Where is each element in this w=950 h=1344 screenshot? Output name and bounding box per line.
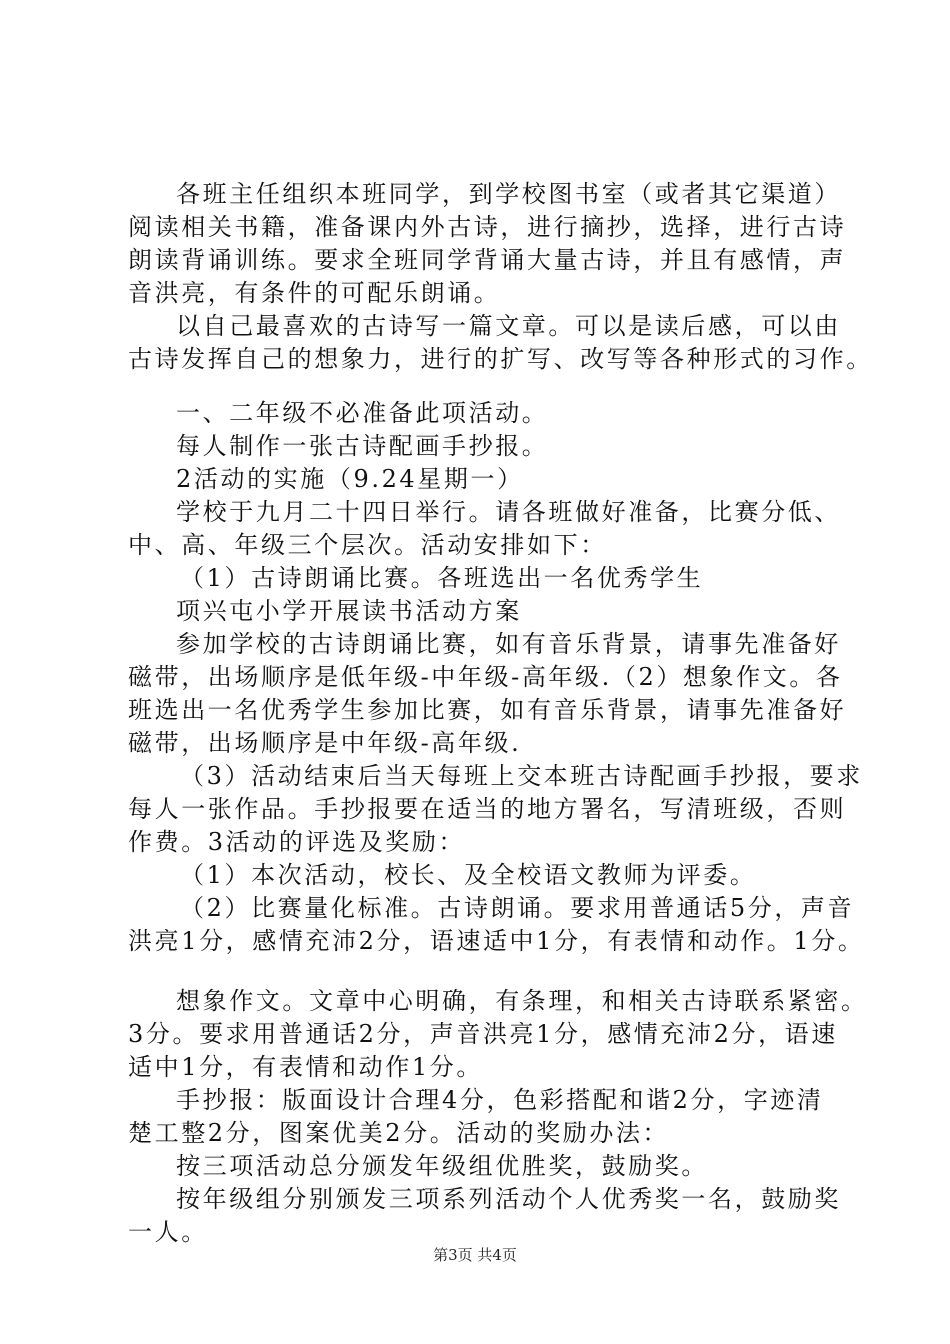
text-line: 古诗发挥自己的想象力，进行的扩写、改写等各种形式的习作。	[128, 345, 873, 373]
text-line: 洪亮1分，感情充沛2分，语速适中1分，有表情和动作。1分。	[128, 927, 865, 955]
text-line: 每人制作一张古诗配画手抄报。	[176, 432, 549, 460]
text-line: 以自己最喜欢的古诗写一篇文章。可以是读后感，可以由	[176, 312, 841, 340]
text-line: 学校于九月二十四日举行。请各班做好准备，比赛分低、	[176, 498, 841, 526]
text-line: 按年级组分别颁发三项系列活动个人优秀奖一名，鼓励奖	[176, 1185, 841, 1213]
text-line: 磁带，出场顺序是中年级-高年级.	[128, 729, 522, 757]
text-line: 参加学校的古诗朗诵比赛，如有音乐背景，请事先准备好	[176, 630, 841, 658]
text-line: 项兴屯小学开展读书活动方案	[176, 597, 522, 625]
text-line: 2活动的实施（9.24星期一）	[176, 465, 524, 493]
text-line: 音洪亮，有条件的可配乐朗诵。	[128, 279, 501, 307]
paragraph-gap	[128, 958, 840, 985]
text-line: 阅读相关书籍，准备课内外古诗，进行摘抄，选择，进行古诗	[128, 213, 847, 241]
text-line: 一、二年级不必准备此项活动。	[176, 399, 549, 427]
text-line: （1）古诗朗诵比赛。各班选出一名优秀学生	[180, 564, 704, 592]
text-line: 3分。要求用普通话2分，声音洪亮1分，感情充沛2分，语速	[128, 1020, 838, 1048]
text-line: （2）比赛量化标准。古诗朗诵。要求用普通话5分，声音	[180, 894, 855, 922]
text-line: （1）本次活动，校长、及全校语文教师为评委。	[180, 861, 757, 889]
text-line: 一人。	[128, 1218, 208, 1246]
text-line: 磁带，出场顺序是低年级-中年级-高年级.（2）想象作文。各	[128, 663, 843, 691]
page-footer: 第3页 共4页	[433, 1246, 517, 1264]
text-line: 中、高、年级三个层次。活动安排如下：	[128, 531, 607, 559]
text-line: 按三项活动总分颁发年级组优胜奖，鼓励奖。	[176, 1152, 708, 1180]
document-body	[128, 178, 873, 1249]
text-line: 手抄报：版面设计合理4分，色彩搭配和谐2分，字迹清	[176, 1086, 824, 1114]
text-line: 班选出一名优秀学生参加比赛，如有音乐背景，请事先准备好	[128, 696, 847, 724]
text-line: 每人一张作品。手抄报要在适当的地方署名，写清班级，否则	[128, 795, 847, 823]
text-line: （3）活动结束后当天每班上交本班古诗配画手抄报，要求	[180, 762, 863, 790]
text-line: 想象作文。文章中心明确，有条理，和相关古诗联系紧密。	[176, 987, 868, 1015]
paragraph-gap	[128, 376, 840, 397]
text-line: 朗读背诵训练。要求全班同学背诵大量古诗，并且有感情，声	[128, 246, 847, 274]
text-line: 适中1分，有表情和动作1分。	[128, 1053, 483, 1081]
text-line: 作费。3活动的评选及奖励：	[128, 828, 466, 856]
text-line: 各班主任组织本班同学，到学校图书室（或者其它渠道）	[176, 180, 841, 208]
text-line: 楚工整2分，图案优美2分。活动的奖励办法：	[128, 1119, 670, 1147]
